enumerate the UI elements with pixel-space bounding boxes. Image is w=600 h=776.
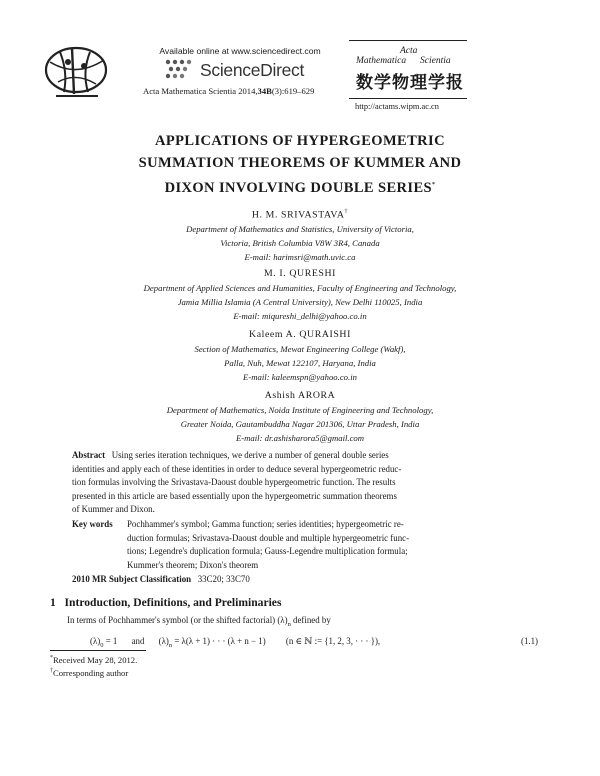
citation-prefix: Acta Mathematica Scientia 2014, [143, 86, 258, 96]
paper-title [0, 130, 600, 199]
author-affiliation-line: Greater Noida, Gautambuddha Nagar 201306, Uttar Pradesh, India [180, 419, 420, 429]
abstract [72, 449, 532, 517]
keywords-line: duction formulas; Srivastava-Daoust double and multiple hypergeometric func- [127, 532, 410, 543]
author-affiliation-line: Section of Mathematics, Mewat Engineering College (Wakf), [194, 344, 406, 354]
citation-suffix: (3):619–629 [271, 86, 315, 96]
available-online-text: Available online at www.sciencedirect.com [159, 46, 321, 56]
equation-1-1 [90, 635, 538, 652]
section-heading [50, 596, 281, 609]
title-line-2: SUMMATION THEOREMS OF KUMMER AND [138, 155, 462, 171]
author-affiliation-line: Department of Applied Sciences and Humanities, Faculty of Engineering and Technology, [143, 283, 457, 293]
author-block-3 [0, 328, 600, 384]
eq-mid-sub: n [168, 641, 173, 649]
title-footnote-mark: * [432, 182, 436, 188]
author-affiliation-line: Jamia Millia Islamia (A Central University), New Delhi 110025, India [177, 297, 423, 307]
author-affiliation-line: Department of Mathematics and Statistics, University of Victoria, [186, 224, 414, 235]
keywords-label: Key words [72, 519, 113, 529]
eq-number: (1.1) [520, 636, 538, 646]
section-intro-end: defined by [290, 615, 331, 625]
author-affiliation-line: Department of Mathematics, Noida Institute of Engineering and Technology, [166, 405, 434, 415]
author-email: E-mail: harimsri@math.uvic.ca [244, 252, 356, 263]
journal-logo-acta: Acta [400, 46, 418, 56]
title-line-3: DIXON INVOLVING DOUBLE SERIES [164, 179, 432, 196]
sciencedirect-dots-icon [164, 58, 196, 84]
abstract-label: Abstract [72, 450, 106, 460]
author-affiliation-line: Victoria, British Columbia V8W 3R4, Canada [220, 238, 380, 249]
eq-and: and [131, 636, 145, 646]
author-name: H. M. SRIVASTAVA [251, 209, 345, 221]
footnote-received [50, 653, 137, 666]
author-name: M. I. QURESHI [263, 268, 337, 279]
abstract-line: presented in this article are based essentially upon the hypergeometric summation theorems [72, 490, 397, 501]
eq-left-sub: 0 [100, 641, 104, 649]
sciencedirect-wordmark: ScienceDirect [200, 60, 305, 80]
msc-label: 2010 MR Subject Classification [72, 574, 192, 584]
author-email: E-mail: kaleemspn@yahoo.co.in [243, 372, 357, 382]
eq-left-rhs: = 1 [103, 636, 118, 646]
author-email: E-mail: miqureshi_delhi@yahoo.co.in [233, 311, 367, 321]
author-mark: † [344, 209, 349, 215]
section-title: Introduction, Definitions, and Preliminaries [64, 596, 282, 609]
footnote-text: Received May 28, 2012. [53, 654, 138, 665]
journal-logo [354, 46, 464, 96]
journal-url: http://actams.wipm.ac.cn [355, 102, 439, 111]
msc-classification [72, 573, 250, 587]
author-block-4 [0, 389, 600, 445]
elsevier-tree-logo [38, 42, 114, 102]
eq-mid-rhs: = λ(λ + 1) · · · (λ + n − 1) [172, 636, 266, 646]
author-block-1 [0, 205, 600, 264]
section-number: 1 [50, 596, 56, 609]
header-rule-bottom [349, 98, 467, 99]
footnote-mark: * [50, 655, 53, 661]
footnote-text: Corresponding author [53, 667, 129, 678]
keywords-line: tions; Legendre's duplication formula; Gauss-Legendre multiplication formula; [127, 546, 408, 557]
author-email: E-mail: dr.ashisharora5@gmail.com [235, 433, 365, 443]
eq-mid: (λ) [158, 636, 169, 646]
eq-condition: (n ∈ ℕ := {1, 2, 3, · · · }), [285, 636, 381, 646]
abstract-line: tion formulas involving the Srivastava-Daoust double hypergeometric function. The results [72, 477, 396, 488]
footnote-rule [50, 650, 146, 651]
section-intro-text: In terms of Pochhammer's symbol (or the shifted factorial) (λ) [67, 615, 288, 625]
eq-left: (λ) [90, 636, 101, 646]
journal-logo-scientia: Scientia [420, 56, 451, 66]
author-name: Kaleem A. QURAISHI [249, 329, 351, 340]
title-line-1: APPLICATIONS OF HYPERGEOMETRIC [155, 133, 445, 149]
footnotes [50, 653, 137, 679]
section-intro [67, 614, 331, 631]
author-name: Ashish ARORA [264, 390, 336, 401]
abstract-line: Using series iteration techniques, we derive a number of general double series [111, 450, 389, 460]
keywords-line: Kummer's theorem; Dixon's theorem [127, 559, 259, 570]
keywords-line: Pochhammer's symbol; Gamma function; series identities; hypergeometric re- [127, 519, 404, 529]
journal-logo-mathematica: Mathematica [356, 56, 407, 66]
footnote-corresponding [50, 666, 137, 679]
citation-volume: 34B [257, 86, 272, 96]
abstract-line: of Kummer and Dixon. [72, 504, 155, 515]
header-rule-top [349, 40, 467, 41]
journal-logo-chinese: 数学物理学报 [356, 73, 464, 93]
citation-line [143, 86, 314, 96]
section-intro-sub: n [287, 620, 291, 628]
author-block-2 [0, 267, 600, 323]
abstract-line: identities and apply each of these identities in order to deduce several hypergeometric reduc- [72, 463, 402, 474]
author-affiliation-line: Palla, Nuh, Mewat 122107, Haryana, India [224, 358, 376, 368]
footnote-mark: † [50, 667, 53, 674]
msc-value: 33C20; 33C70 [197, 574, 250, 584]
